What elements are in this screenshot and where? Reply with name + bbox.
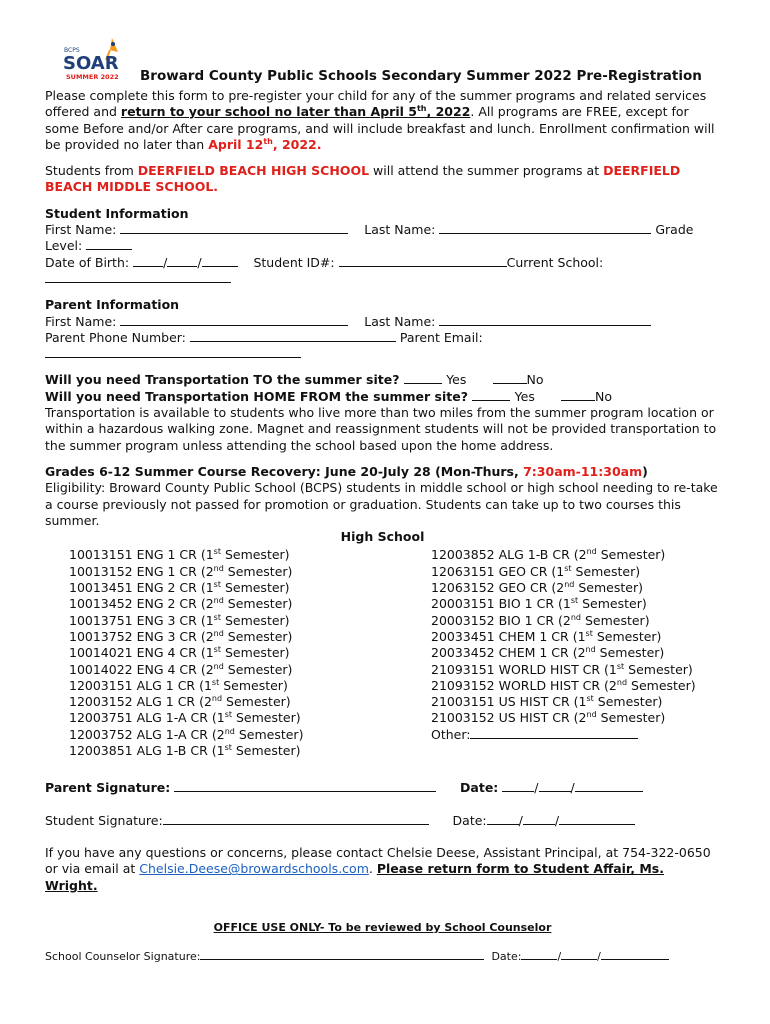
counselor-signature-row: School Counselor Signature: Date: / /	[45, 948, 720, 965]
course-item: 21003152 US HIST CR (2nd Semester)	[431, 710, 666, 726]
logo-summer-text: SUMMER 2022	[66, 73, 119, 81]
parent-signature-field[interactable]	[174, 780, 436, 792]
parent-name-row: First Name: Last Name:	[45, 314, 720, 330]
student-name-row: First Name: Last Name: Grade	[45, 222, 694, 238]
transport-to-row: Will you need Transportation TO the summer site? Yes No	[45, 372, 544, 388]
counselor-date-month-field[interactable]	[521, 948, 557, 960]
student-date-day-field[interactable]	[523, 813, 555, 825]
page-title: Broward County Public Schools Secondary Summer 2022 Pre-Registration	[140, 68, 702, 84]
eligibility-text: Eligibility: Broward County Public School (BCPS) students in middle school or high school needing to re-take a course previously not passed for promotion or graduation. Students can take up to two courses this summer.	[45, 480, 718, 528]
parent-last-name-field[interactable]	[439, 314, 651, 326]
course-item: 12063151 GEO CR (1st Semester)	[431, 563, 641, 579]
parent-date-year-field[interactable]	[575, 780, 643, 792]
current-school-field[interactable]	[45, 271, 231, 283]
parent-date-month-field[interactable]	[502, 780, 534, 792]
student-date-month-field[interactable]	[487, 813, 519, 825]
contact-email-link[interactable]: Chelsie.Deese@browardschools.com	[139, 861, 369, 877]
intro-paragraph: Please complete this form to pre-register your child for any of the summer programs and related services offered and return to your school no later than April 5th, 2022. All programs are FREE, except for some Before and/or After care programs, and will include breakfast and lunch. Enrollment confirmation will be provided no later than April 12th, 2022.	[45, 88, 715, 152]
grade-level-row: Level:	[45, 238, 720, 254]
counselor-date-year-field[interactable]	[601, 948, 669, 960]
transport-home-no-field[interactable]	[561, 389, 595, 401]
student-info-heading: Student Information	[45, 205, 189, 221]
grade-level-field[interactable]	[86, 238, 132, 250]
transport-to-yes-field[interactable]	[404, 372, 442, 384]
course-item: 21093151 WORLD HIST CR (1st Semester)	[431, 661, 693, 677]
transport-home-row: Will you need Transportation HOME FROM the summer site? Yes No	[45, 388, 612, 404]
student-first-name-field[interactable]	[120, 222, 348, 234]
student-signature-field[interactable]	[163, 813, 429, 825]
course-item: 12003751 ALG 1-A CR (1st Semester)	[69, 710, 301, 726]
course-item: 10013452 ENG 2 CR (2nd Semester)	[69, 596, 293, 612]
course-item: 10013752 ENG 3 CR (2nd Semester)	[69, 628, 293, 644]
course-item: 12003152 ALG 1 CR (2nd Semester)	[69, 693, 291, 710]
course-item: 20033452 CHEM 1 CR (2nd Semester)	[431, 645, 665, 661]
to-school: DEERFIELD BEACH MIDDLE SCHOOL.	[45, 163, 681, 195]
recovery-heading: Grades 6-12 Summer Course Recovery: June 20-July 28 (Mon-Thurs, 7:30am-11:30am)	[45, 463, 648, 479]
course-item: 12003151 ALG 1 CR (1st Semester)	[69, 677, 288, 693]
course-item: 10013451 ENG 2 CR (1st Semester)	[69, 579, 290, 596]
parent-phone-field[interactable]	[190, 330, 396, 342]
course-item: 10013751 ENG 3 CR (1st Semester)	[69, 612, 290, 628]
parent-signature-row: Parent Signature: Date: / /	[45, 780, 720, 796]
parent-date-day-field[interactable]	[539, 780, 571, 792]
office-use-heading: OFFICE USE ONLY- To be reviewed by School Counselor	[213, 920, 552, 934]
parent-contact-row: Parent Phone Number: Parent Email:	[45, 329, 483, 345]
transport-to-no-field[interactable]	[493, 372, 527, 384]
course-item: 12003752 ALG 1-A CR (2nd Semester)	[69, 726, 304, 742]
course-item: 10014021 ENG 4 CR (1st Semester)	[69, 645, 290, 661]
course-column-left	[69, 547, 303, 759]
counselor-date-day-field[interactable]	[561, 948, 597, 960]
parent-info-heading: Parent Information	[45, 297, 180, 313]
course-list	[45, 547, 720, 760]
contact-paragraph: If you have any questions or concerns, please contact Chelsie Deese, Assistant Principal, at 754-322-0650 or via email at Chelsie.Deese@browardschools.com. Please return form to Student Affair, Ms. Wright.	[45, 845, 711, 893]
from-school: DEERFIELD BEACH HIGH SCHOOL	[137, 163, 370, 179]
school-assignment-paragraph: Students from DEERFIELD BEACH HIGH SCHOOL will attend the summer programs at DEERFIELD BEACH MIDDLE SCHOOL.	[45, 163, 681, 195]
transport-note: Transportation is available to students who live more than two miles from the summer program location or within a hazardous walking zone. Magnet and reassignment students will not be provided transportation to the summer program unless attending the school based upon the home address.	[45, 405, 717, 453]
course-item: 20003152 BIO 1 CR (2nd Semester)	[431, 612, 650, 628]
other-course-row: Other:	[431, 727, 696, 743]
course-item: 20003151 BIO 1 CR (1st Semester)	[431, 596, 647, 612]
student-last-name-field[interactable]	[439, 222, 651, 234]
counselor-signature-field[interactable]	[200, 948, 484, 960]
course-item: 10014022 ENG 4 CR (2nd Semester)	[69, 661, 293, 677]
course-column-right	[431, 547, 696, 743]
student-id-field[interactable]	[339, 255, 507, 267]
dob-month-field[interactable]	[133, 255, 163, 267]
course-item: 20033451 CHEM 1 CR (1st Semester)	[431, 628, 662, 644]
logo-bcps-text: BCPS	[64, 47, 80, 54]
dob-row: Date of Birth: / / Student ID#: Current School:	[45, 254, 604, 270]
dob-year-field[interactable]	[202, 255, 238, 267]
course-item: 21093152 WORLD HIST CR (2nd Semester)	[431, 677, 696, 693]
logo-soar-text: SOAR	[63, 53, 119, 74]
course-item: 12003851 ALG 1-B CR (1st Semester)	[69, 742, 301, 758]
student-date-year-field[interactable]	[559, 813, 635, 825]
other-course-field[interactable]	[470, 727, 638, 739]
course-item: 10013152 ENG 1 CR (2nd Semester)	[69, 563, 293, 579]
parent-first-name-field[interactable]	[120, 314, 348, 326]
course-item: 12003852 ALG 1-B CR (2nd Semester)	[431, 547, 666, 563]
student-signature-row: Student Signature: Date: / /	[45, 813, 720, 829]
transport-home-yes-field[interactable]	[472, 389, 510, 401]
high-school-heading: High School	[340, 529, 425, 545]
dob-day-field[interactable]	[167, 255, 197, 267]
course-item: 12063152 GEO CR (2nd Semester)	[431, 579, 643, 596]
course-item: 21003151 US HIST CR (1st Semester)	[431, 693, 663, 710]
parent-email-field[interactable]	[45, 346, 301, 358]
course-item: 10013151 ENG 1 CR (1st Semester)	[69, 547, 290, 563]
soar-summer-logo	[60, 36, 132, 84]
